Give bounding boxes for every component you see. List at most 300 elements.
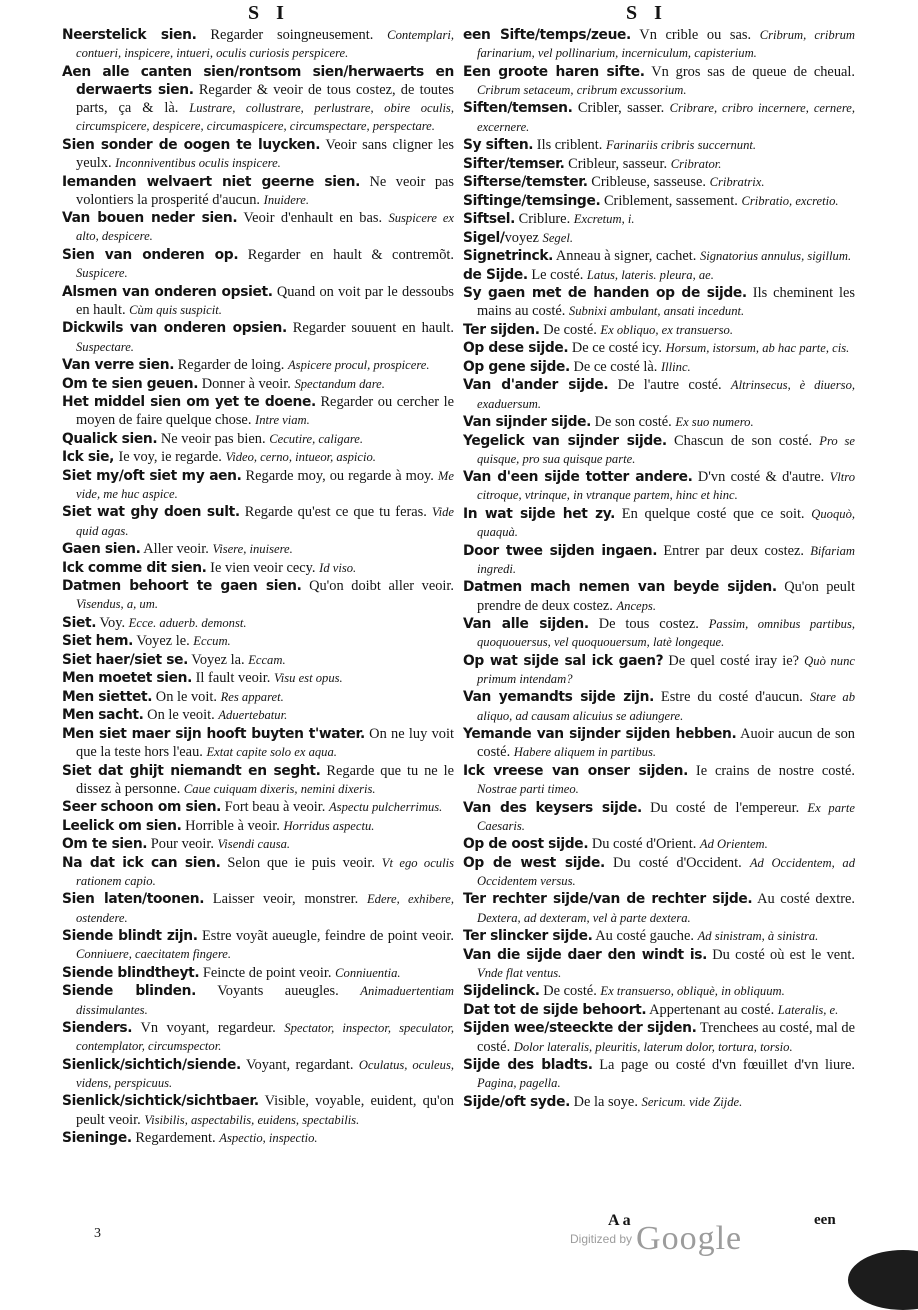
entry-headword: Sieninge. <box>62 1130 132 1147</box>
dictionary-entry <box>463 799 855 835</box>
entry-latin: Excretum, i. <box>573 212 635 227</box>
entry-french: Regarder souuent en hault. <box>286 320 454 337</box>
entry-french: voyez <box>504 229 543 246</box>
dictionary-entry <box>62 63 454 136</box>
entry-french: De la soye. <box>569 1093 642 1110</box>
entry-headword: Sijdelinck. <box>463 983 540 1000</box>
dictionary-entry <box>463 854 855 890</box>
entry-headword: Iemanden welvaert niet geerne sien. <box>62 173 360 190</box>
entry-headword: Sienders. <box>62 1020 133 1037</box>
dictionary-entry <box>62 393 454 429</box>
entry-french: Visible, voyable, euident, qu'on peult veoir. <box>76 1093 454 1128</box>
dictionary-entry <box>463 835 855 853</box>
entry-headword: Siende blindtheyt. <box>62 964 200 981</box>
entry-latin: Ex obliquo, ex transuerso. <box>600 322 733 337</box>
entry-french: Regarder & veoir de tous costez, de toutes parts, ça & là. <box>76 81 454 117</box>
entry-latin: Visere, inuisere. <box>212 542 293 557</box>
entry-french: Feincte de point veoir. <box>199 964 336 981</box>
dictionary-entry <box>62 209 454 245</box>
dictionary-entry <box>463 725 855 761</box>
left-column <box>62 26 454 1148</box>
dictionary-entry <box>463 376 855 412</box>
dictionary-entry <box>463 26 855 62</box>
entry-latin: Suspicere. <box>76 266 128 281</box>
entry-latin: Anceps. <box>616 598 656 613</box>
dictionary-entry <box>62 964 454 982</box>
entry-headword: Dat tot de sijde behoort. <box>463 1001 647 1018</box>
entry-headword: Op dese sijde. <box>463 340 569 357</box>
dictionary-entry <box>62 1019 454 1055</box>
dictionary-entry <box>62 246 454 282</box>
entry-headword: Yegelick van sijnder sijde. <box>463 432 667 449</box>
entry-headword: Men moetet sien. <box>62 670 193 687</box>
entry-headword: Siet. <box>62 614 97 631</box>
entry-latin: Vltro citroque, vtrinque, in vtranque partem, hinc et hinc. <box>477 470 855 503</box>
dictionary-entry <box>463 284 855 320</box>
entry-headword: Seer schoon om sien. <box>62 799 222 816</box>
entry-headword: Siet hem. <box>62 633 134 650</box>
entry-french: De quel costé iray ie? <box>663 652 805 669</box>
entry-latin: Ad Orientem. <box>699 837 768 852</box>
entry-headword: Sy gaen met de handen op de sijde. <box>463 285 747 302</box>
entry-french: Estre du costé d'aucun. <box>654 689 810 706</box>
entry-latin: Animaduertentiam dissimulantes. <box>76 984 454 1017</box>
entry-headword: Sijde des bladts. <box>463 1057 593 1074</box>
entry-headword: Op gene sijde. <box>463 358 570 375</box>
entry-headword: Sien sonder de oogen te luycken. <box>62 136 321 153</box>
entry-latin: Latus, lateris. pleura, ae. <box>586 267 714 282</box>
entry-french: De l'autre costé. <box>608 377 731 394</box>
entry-latin: Aduertebatur. <box>218 708 288 723</box>
dictionary-entry <box>62 173 454 209</box>
signature-number: 3 <box>94 1226 101 1241</box>
dictionary-entry <box>463 982 855 1000</box>
entry-headword: Om te sien. <box>62 836 148 853</box>
dictionary-entry <box>62 688 454 706</box>
entry-headword: Datmen behoort te gaen sien. <box>62 578 302 595</box>
entry-latin: Suspectare. <box>76 339 134 354</box>
entry-latin: Spectator, inspector, speculator, contemplator, circumspector. <box>76 1021 454 1054</box>
entry-french: Criblement, sassement. <box>600 192 742 209</box>
entry-latin: Inuidere. <box>263 192 309 207</box>
entry-headword: Siende blindt zijn. <box>62 928 198 945</box>
entry-headword: Sy siften. <box>463 137 534 154</box>
dictionary-entry <box>463 247 855 265</box>
entry-french: Ie vien veoir cecy. <box>206 559 320 576</box>
entry-headword: Het middel sien om yet te doene. <box>62 394 316 411</box>
entry-headword: Siftinge/temsinge. <box>463 192 601 209</box>
entry-french: Aller veoir. <box>140 541 213 558</box>
entry-headword: Van des keysers sijde. <box>463 799 642 816</box>
entry-latin: Eccam. <box>248 652 286 667</box>
entry-latin: Nostrae parti timeo. <box>477 782 579 797</box>
entry-latin: Lustrare, collustrare, perlustrare, obire oculis, circumspicere, despicere, circumaspicere, circumspectare, perspectare. <box>76 101 454 134</box>
dictionary-entry <box>62 319 454 355</box>
entry-headword: Sienlick/sichtick/sichtbaer. <box>62 1093 259 1110</box>
entry-headword: Van d'ander sijde. <box>463 377 609 394</box>
entry-headword: Siften/temsen. <box>463 100 573 117</box>
entry-headword: Van alle sijden. <box>463 616 589 633</box>
dictionary-entry <box>463 890 855 926</box>
dictionary-entry <box>62 706 454 724</box>
entry-latin: Lateralis, e. <box>777 1002 839 1017</box>
entry-french: Le costé. <box>527 266 587 283</box>
dictionary-entry <box>62 798 454 816</box>
entry-headword: Siet my/oft siet my aen. <box>62 467 242 484</box>
dictionary-entry <box>463 1019 855 1055</box>
entry-headword: Sigel/ <box>463 229 505 246</box>
entry-french: Cribleur, sasseur. <box>564 155 671 172</box>
page-corner-shadow <box>848 1250 918 1310</box>
dictionary-entry <box>463 266 855 284</box>
entry-french: Ne veoir pas bien. <box>157 430 270 447</box>
entry-french: Veoir sans cligner les yeulx. <box>76 136 454 172</box>
dictionary-entry <box>463 432 855 468</box>
dictionary-entry <box>62 835 454 853</box>
entry-headword: Ter slincker sijde. <box>463 928 593 945</box>
entry-headword: Ick comme dit sien. <box>62 559 207 576</box>
entry-latin: Stare ab aliquo, ad causam alicuius se adiungere. <box>477 690 855 723</box>
entry-latin: Caue cuiquam dixeris, nemini dixeris. <box>183 781 376 796</box>
entry-latin: Aspicere procul, prospicere. <box>287 358 430 373</box>
entry-french: Qu'on doibt aller veoir. <box>301 578 454 595</box>
entry-french: Voyants aueugles. <box>195 983 361 1000</box>
dictionary-entry <box>62 540 454 558</box>
entry-headword: Van verre sien. <box>62 357 175 374</box>
entry-french: Il fault veoir. <box>192 670 274 687</box>
dictionary-entry <box>463 339 855 357</box>
entry-headword: Sijden wee/steeckte der sijden. <box>463 1020 697 1037</box>
dictionary-entry <box>463 615 855 651</box>
entry-french: Regarde que tu ne le dissez à personne. <box>76 762 455 797</box>
catchword: een <box>814 1212 836 1228</box>
entry-headword: Men sacht. <box>62 707 144 724</box>
entry-headword: Gaen sien. <box>62 541 141 558</box>
entry-french: Regarder en hault & contremõt. <box>238 246 454 263</box>
entry-latin: Cribrator. <box>670 156 722 171</box>
dictionary-entry <box>62 927 454 963</box>
dictionary-entry <box>463 63 855 99</box>
dictionary-entry <box>463 946 855 982</box>
dictionary-entry <box>463 652 855 688</box>
entry-latin: Visendi causa. <box>217 837 291 852</box>
dictionary-entry <box>463 542 855 578</box>
entry-french: Laisser veoir, monstrer. <box>204 891 367 908</box>
entry-french: Cribleuse, sasseuse. <box>587 174 710 191</box>
entry-latin: Altrinsecus, è diuerso, exaduersum. <box>477 378 856 411</box>
entry-french: En quelque costé que ce soit. <box>615 505 812 522</box>
entry-latin: Vnde flat ventus. <box>477 965 562 980</box>
entry-headword: Datmen mach nemen van beyde sijden. <box>463 579 777 596</box>
entry-latin: Vide quid agas. <box>76 505 454 538</box>
dictionary-entry <box>62 283 454 319</box>
right-column <box>463 26 855 1111</box>
entry-latin: Me vide, me huc aspice. <box>76 468 454 501</box>
entry-headword: Siet wat ghy doen sult. <box>62 504 240 521</box>
entry-latin: Edere, exhibere, ostendere. <box>76 892 454 925</box>
dictionary-entry <box>463 1001 855 1019</box>
dictionary-entry <box>463 99 855 135</box>
entry-latin: Horridus aspectu. <box>283 818 375 833</box>
dictionary-entry <box>62 1129 454 1147</box>
entry-latin: Visendus, a, um. <box>76 597 158 612</box>
entry-headword: Van d'een sijde totter andere. <box>463 469 693 486</box>
entry-headword: Door twee sijden ingaen. <box>463 542 658 559</box>
entry-headword: Ick vreese van onser sijden. <box>463 762 688 779</box>
entry-french: Horrible à veoir. <box>181 817 284 834</box>
entry-latin: Ex transuerso, obliquè, in obliquum. <box>600 984 785 999</box>
entry-latin: Conniuentia. <box>335 965 401 980</box>
entry-french: Voy. <box>96 614 129 631</box>
dictionary-entry <box>463 762 855 798</box>
entry-latin: Spectandum dare. <box>294 376 385 391</box>
entry-headword: Sijde/oft syde. <box>463 1093 570 1110</box>
entry-french: Regardement. <box>131 1130 220 1147</box>
dictionary-entry <box>62 356 454 374</box>
entry-french: Regarder de loing. <box>174 357 288 374</box>
entry-french: On le voit. <box>152 688 221 705</box>
dictionary-entry <box>463 688 855 724</box>
dictionary-entry <box>62 614 454 632</box>
dictionary-entry <box>463 173 855 191</box>
entry-headword: Ick sie, <box>62 449 119 466</box>
watermark-brand: Google <box>636 1220 743 1257</box>
header-right: S I <box>626 2 668 24</box>
entry-latin: Quò nunc primum intendam? <box>477 653 855 686</box>
entry-latin: Aspectio, inspectio. <box>219 1131 318 1146</box>
entry-headword: Sifterse/temster. <box>463 174 588 191</box>
entry-latin: Conniuere, caecitatem fingere. <box>76 947 232 962</box>
entry-headword: In wat sijde het zy. <box>463 505 616 522</box>
entry-latin: Ad sinistram, à sinistra. <box>697 929 819 944</box>
entry-headword: Van sijnder sijde. <box>463 414 592 431</box>
entry-latin: Cribratio, excretio. <box>741 193 839 208</box>
dictionary-entry <box>463 229 855 247</box>
dictionary-entry <box>463 468 855 504</box>
dictionary-entry <box>62 725 454 761</box>
entry-headword: Qualick sien. <box>62 430 158 447</box>
entry-french: De tous costez. <box>588 616 709 633</box>
entry-french: Qu'on peult prendre de deux costez. <box>477 579 855 614</box>
entry-headword: Leelick om sien. <box>62 817 182 834</box>
entry-french: Vn crible ou sas. <box>630 27 760 43</box>
entry-latin: Horsum, istorsum, ab hac parte, cis. <box>665 341 850 356</box>
entry-french: Regarder soingneusement. <box>196 27 388 43</box>
dictionary-entry <box>62 651 454 669</box>
running-header <box>0 2 918 24</box>
dictionary-entry <box>62 503 454 539</box>
entry-headword: Alsmen van onderen opsiet. <box>62 283 273 300</box>
entry-latin: Visibilis, aspectabilis, euidens, spectabilis. <box>144 1112 360 1127</box>
entry-french: Regarde moy, ou regarde à moy. <box>241 467 438 484</box>
entry-latin: Ecce. aduerb. demonst. <box>128 615 247 630</box>
dictionary-entry <box>463 358 855 376</box>
entry-french: Trenchees au costé, mal de costé. <box>477 1020 855 1055</box>
entry-latin: Pro se quisque, pro sua quisque parte. <box>477 433 855 466</box>
entry-headword: Sienlick/sichtich/siende. <box>62 1056 241 1073</box>
entry-headword: Na dat ick can sien. <box>62 854 221 871</box>
dictionary-entry <box>62 577 454 613</box>
dictionary-entry <box>62 669 454 687</box>
dictionary-entry <box>62 762 454 798</box>
entry-french: Du costé d'Orient. <box>588 836 700 853</box>
entry-french: Estre voyãt aueugle, feindre de point veoir. <box>197 928 455 945</box>
watermark-prefix: Digitized by <box>570 1232 633 1246</box>
entry-latin: Cùm quis suspicit. <box>129 302 222 317</box>
entry-latin: Extat capite solo ex aqua. <box>206 745 337 760</box>
entry-latin: Visu est opus. <box>273 671 343 686</box>
entry-latin: Subnixi ambulant, ansati incedunt. <box>568 304 745 319</box>
entry-latin: Cribratrix. <box>709 175 765 190</box>
entry-french: D'vn costé & d'autre. <box>692 469 830 486</box>
entry-french: De ce costé icy. <box>568 340 666 357</box>
entry-french: Vn voyant, regardeur. <box>132 1020 285 1037</box>
entry-headword: Sifter/temser. <box>463 155 565 172</box>
entry-french: Quand on voit par le dessoubs en hault. <box>76 283 454 318</box>
entry-headword: Op wat sijde sal ick gaen? <box>463 652 664 669</box>
entry-headword: Van die sijde daer den windt is. <box>463 946 707 963</box>
entry-french: Cribler, sasser. <box>572 100 670 117</box>
entry-french: De son costé. <box>591 414 676 431</box>
entry-headword: Men siet maer sijn hooft buyten t'water. <box>62 725 365 742</box>
entry-french: Au costé gauche. <box>592 928 698 945</box>
entry-latin: Segel. <box>542 230 573 245</box>
entry-headword: Op de oost sijde. <box>463 836 589 853</box>
entry-french: Anneau à signer, cachet. <box>553 248 700 265</box>
entry-latin: Cribrum, cribrum farinarium, vel pollinarium, incerniculum, capisterium. <box>477 28 855 61</box>
entry-latin: Video, cerno, intueor, aspicio. <box>225 450 376 465</box>
entry-headword: Van bouen neder sien. <box>62 210 238 227</box>
entry-french: Vn gros sas de queue de cheual. <box>644 63 856 80</box>
dictionary-entry <box>62 26 454 62</box>
entry-latin: Contemplari, contueri, inspicere, intueri, oculis curiosis perspicere. <box>76 28 454 61</box>
entry-latin: Signatorius annulus, sigillum. <box>699 249 852 264</box>
dictionary-entry <box>62 1056 454 1092</box>
dictionary-entry <box>62 890 454 926</box>
entry-headword: Aen alle canten sien/rontsom sien/herwaerts en derwaerts sien. <box>62 63 454 98</box>
entry-headword: Ter rechter sijde/van de rechter sijde. <box>463 891 753 908</box>
entry-french: Au costé dextre. <box>752 891 855 908</box>
dictionary-entry <box>463 210 855 228</box>
entry-latin: Vt ego oculis rationem capio. <box>76 855 455 888</box>
entry-headword: Ter sijden. <box>463 321 540 338</box>
entry-latin: Dolor lateralis, pleuritis, laterum dolor, tortura, torsio. <box>513 1039 793 1054</box>
entry-latin: Cribrum setaceum, cribrum excussorium. <box>477 82 687 97</box>
entry-latin: Aspectu pulcherrimus. <box>328 800 443 815</box>
dictionary-entry <box>463 413 855 431</box>
entry-headword: Sien laten/toonen. <box>62 891 205 908</box>
entry-french: Veoir d'enhault en bas. <box>237 210 389 227</box>
entry-french: Entrer par deux costez. <box>657 542 811 559</box>
entry-headword: Siende blinden. <box>62 983 196 1000</box>
entry-latin: Ad Occidentem, ad Occidentem versus. <box>477 855 856 888</box>
dictionary-entry <box>62 467 454 503</box>
entry-french: Voyez la. <box>187 651 249 668</box>
dictionary-entry <box>62 982 454 1018</box>
entry-latin: Farinariis cribris succernunt. <box>605 138 757 153</box>
google-watermark <box>570 1220 742 1258</box>
entry-french: De costé. <box>539 983 601 1000</box>
dictionary-entry <box>62 559 454 577</box>
entry-headword: Om te sien geuen. <box>62 375 199 392</box>
entry-latin: Habere aliquem in partibus. <box>513 745 657 760</box>
entry-headword: Sien van onderen op. <box>62 246 239 263</box>
entry-headword: Signetrinck. <box>463 248 554 265</box>
entry-headword: Dickwils van onderen opsien. <box>62 320 287 337</box>
entry-headword: Een groote haren sifte. <box>463 63 645 80</box>
entry-latin: Res apparet. <box>220 689 284 704</box>
entry-headword: Neerstelick sien. <box>62 27 197 43</box>
dictionary-entry <box>463 155 855 173</box>
entry-headword: een Sifte/temps/zeue. <box>463 27 631 43</box>
entry-french: Voyant, regardant. <box>240 1056 359 1073</box>
entry-french: Chascun de son costé. <box>666 432 820 449</box>
entry-french: Regarder ou cercher le moyen de faire quelque chose. <box>76 394 454 429</box>
entry-french: Ie voy, ie regarde. <box>118 449 226 466</box>
entry-headword: Yemande van sijnder sijden hebben. <box>463 726 737 743</box>
entry-latin: Id viso. <box>319 560 357 575</box>
entry-latin: Illinc. <box>660 359 691 374</box>
dictionary-entry <box>463 136 855 154</box>
entry-latin: Quoquò, quaquà. <box>477 506 856 540</box>
entry-latin: Oculatus, oculeus, videns, perspicuus. <box>76 1057 454 1090</box>
entry-latin: Sericum. vide Zijde. <box>641 1094 743 1109</box>
dictionary-entry <box>463 1056 855 1092</box>
entry-french: Regarde qu'est ce que tu feras. <box>239 504 432 521</box>
entry-french: Donner à veoir. <box>198 375 295 392</box>
entry-french: De ce costé là. <box>569 358 661 375</box>
entry-french: Ie crains de nostre costé. <box>688 762 855 779</box>
entry-french: Selon que ie puis veoir. <box>220 854 382 871</box>
entry-latin: Passim, omnibus partibus, quoquouersus, vel quoquouersum, latè longeque. <box>477 617 856 650</box>
entry-latin: Intre viam. <box>255 413 310 428</box>
entry-french: Ne veoir pas volontiers la prosperité d'aucun. <box>76 173 454 208</box>
entry-french: Du costé où est le vent. <box>707 946 855 963</box>
entry-french: Appertenant au costé. <box>646 1001 778 1018</box>
entry-latin: Pagina, pagella. <box>477 1076 561 1091</box>
dictionary-entry <box>463 192 855 210</box>
dictionary-entry <box>463 927 855 945</box>
entry-french: Du costé de l'empereur. <box>641 799 808 816</box>
dictionary-entry <box>463 505 855 541</box>
dictionary-entry <box>463 1093 855 1111</box>
entry-french: Voyez le. <box>133 633 194 650</box>
entry-headword: de Sijde. <box>463 266 528 283</box>
entry-headword: Siftsel. <box>463 211 516 228</box>
entry-latin: Dextera, ad dexteram, vel à parte dextera. <box>477 910 691 925</box>
dictionary-entry <box>62 136 454 172</box>
sheet-mark: A a <box>608 1212 631 1229</box>
entry-latin: Ex suo numero. <box>675 415 754 430</box>
entry-french: Du costé d'Occident. <box>604 854 750 871</box>
entry-latin: Cecutire, caligare. <box>269 431 364 446</box>
entry-french: La page ou costé d'vn fœuillet d'vn liure. <box>592 1057 855 1074</box>
entry-headword: Van yemandts sijde zijn. <box>463 689 654 706</box>
entry-french: De costé. <box>539 321 601 338</box>
entry-french: Ils criblent. <box>533 137 606 154</box>
entry-french: Fort beau à veoir. <box>221 799 329 816</box>
entry-headword: Siet dat ghijt niemandt en seght. <box>62 762 321 779</box>
entry-french: On ne luy voit que la teste hors l'eau. <box>76 725 455 761</box>
entry-latin: Eccum. <box>193 634 231 649</box>
dictionary-entry <box>463 578 855 614</box>
dictionary-entry <box>62 817 454 835</box>
dictionary-entry <box>463 321 855 339</box>
entry-latin: Inconniventibus oculis inspicere. <box>115 156 281 171</box>
entry-french: Criblure. <box>515 211 574 228</box>
dictionary-entry <box>62 448 454 466</box>
entry-french: Pour veoir. <box>147 836 218 853</box>
